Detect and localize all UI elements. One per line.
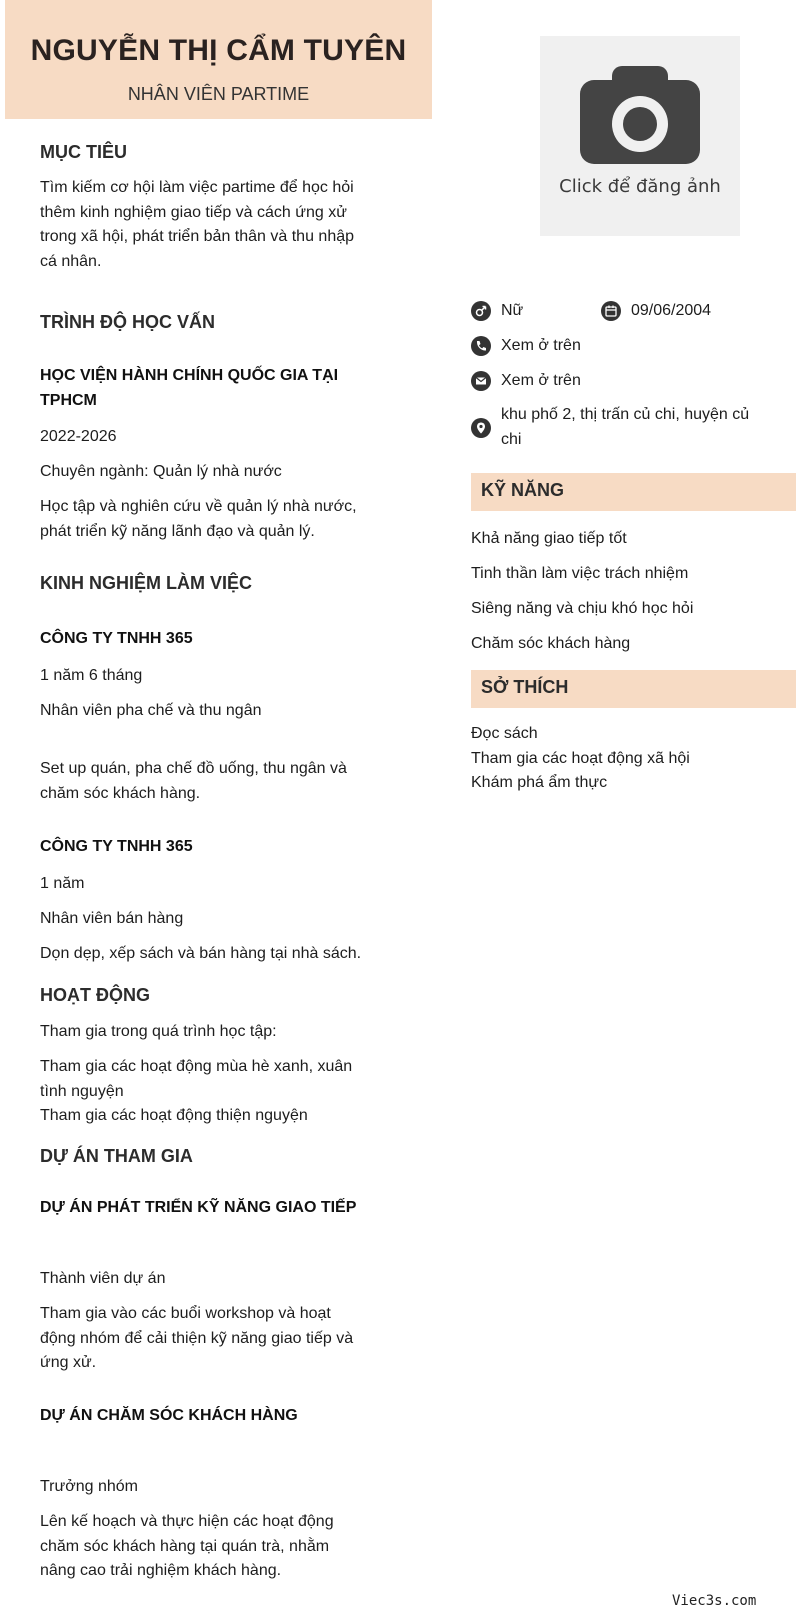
skill-item: Khả năng giao tiếp tốt xyxy=(471,530,627,547)
section-title-hobbies: SỞ THÍCH xyxy=(481,677,569,697)
section-title-projects: DỰ ÁN THAM GIA xyxy=(40,1146,193,1166)
skill-item: Tinh thần làm việc trách nhiệm xyxy=(471,565,689,582)
job-desc: Set up quán, pha chế đồ uống, thu ngân và xyxy=(40,760,347,777)
project-name: DỰ ÁN PHÁT TRIỂN KỸ NĂNG GIAO TIẾP xyxy=(40,1199,357,1216)
photo-caption[interactable]: Click để đăng ảnh xyxy=(559,176,721,197)
section-title-experience: KINH NGHIỆM LÀM VIỆC xyxy=(40,573,253,593)
project-name: DỰ ÁN CHĂM SÓC KHÁCH HÀNG xyxy=(40,1407,298,1424)
camera-icon xyxy=(580,66,700,170)
section-title-skills: KỸ NĂNG xyxy=(481,480,565,500)
section-title-activities: HOẠT ĐỘNG xyxy=(40,985,150,1005)
section-title-education: TRÌNH ĐỘ HỌC VẤN xyxy=(40,312,215,332)
address-value: khu phố 2, thị trấn củ chi, huyện củ xyxy=(501,406,750,423)
address-value: chi xyxy=(501,430,522,448)
activities-line: Tham gia các hoạt động thiện nguyện xyxy=(40,1107,308,1124)
project-desc: Tham gia vào các buổi workshop và hoạt xyxy=(40,1305,331,1322)
objective-line: thêm kinh nghiệm giao tiếp và cách ứng xử xyxy=(40,203,347,221)
skill-item: Siêng năng và chịu khó học hỏi xyxy=(471,600,694,617)
objective-line: cá nhân. xyxy=(40,252,102,270)
hobbies-header-band xyxy=(471,670,796,708)
section-title-objective: MỤC TIÊU xyxy=(40,142,127,162)
photo-upload[interactable] xyxy=(540,36,740,236)
job-role: Nhân viên pha chế và thu ngân xyxy=(40,702,262,719)
gender-icon xyxy=(471,301,491,321)
hobby-item: Tham gia các hoạt động xã hội xyxy=(471,749,690,767)
job-desc: chăm sóc khách hàng. xyxy=(40,784,201,802)
job-role: Nhân viên bán hàng xyxy=(40,910,184,927)
email-icon xyxy=(471,371,491,391)
education-years: 2022-2026 xyxy=(40,428,117,445)
project-desc: ứng xử. xyxy=(40,1354,97,1371)
candidate-name: NGUYỄN THỊ CẨM TUYÊN xyxy=(30,34,407,67)
hobby-item: Khám phá ẩm thực xyxy=(471,774,608,791)
objective-line: Tìm kiếm cơ hội làm việc partime để học hỏi xyxy=(40,179,354,196)
company-name: CÔNG TY TNHH 365 xyxy=(40,630,193,647)
hobby-item: Đọc sách xyxy=(471,725,538,742)
skills-header-band xyxy=(471,473,796,511)
gender-value: Nữ xyxy=(501,302,524,319)
education-major: Chuyên ngành: Quản lý nhà nước xyxy=(40,463,282,480)
school-name: HỌC VIỆN HÀNH CHÍNH QUỐC GIA TẠI xyxy=(40,367,339,384)
activities-line: Tham gia các hoạt động mùa hè xanh, xuân xyxy=(40,1058,353,1075)
project-role: Thành viên dự án xyxy=(40,1270,166,1287)
project-desc: Lên kế hoạch và thực hiện các hoạt động xyxy=(40,1513,334,1530)
project-desc: chăm sóc khách hàng tại quán trà, nhằm xyxy=(40,1537,330,1555)
skill-item: Chăm sóc khách hàng xyxy=(471,635,631,652)
school-name: TPHCM xyxy=(40,391,97,409)
email-value[interactable]: Xem ở trên xyxy=(501,372,581,389)
location-icon xyxy=(471,418,491,438)
phone-icon xyxy=(471,336,491,356)
activities-intro: Tham gia trong quá trình học tập: xyxy=(40,1023,277,1040)
job-duration: 1 năm 6 tháng xyxy=(40,667,143,684)
project-desc: nâng cao trải nghiệm khách hàng. xyxy=(40,1562,282,1579)
job-duration: 1 năm xyxy=(40,875,85,892)
objective-line: trong xã hội, phát triển bản thân và thu nhập xyxy=(40,228,355,245)
project-desc: động nhóm để cải thiện kỹ năng giao tiếp và xyxy=(40,1329,354,1347)
company-name: CÔNG TY TNHH 365 xyxy=(40,838,193,855)
job-desc: Dọn dẹp, xếp sách và bán hàng tại nhà sách. xyxy=(40,945,362,962)
candidate-position: NHÂN VIÊN PARTIME xyxy=(127,84,310,104)
project-role: Trưởng nhóm xyxy=(40,1478,138,1495)
education-desc: phát triển kỹ năng lãnh đạo và quản lý. xyxy=(40,522,315,540)
education-desc: Học tập và nghiên cứu về quản lý nhà nước, xyxy=(40,498,357,515)
watermark: Viec3s.com xyxy=(672,1593,757,1609)
activities-line: tình nguyện xyxy=(40,1082,124,1100)
phone-value[interactable]: Xem ở trên xyxy=(501,337,581,354)
calendar-icon xyxy=(601,301,621,321)
birthday-value: 09/06/2004 xyxy=(631,302,712,319)
